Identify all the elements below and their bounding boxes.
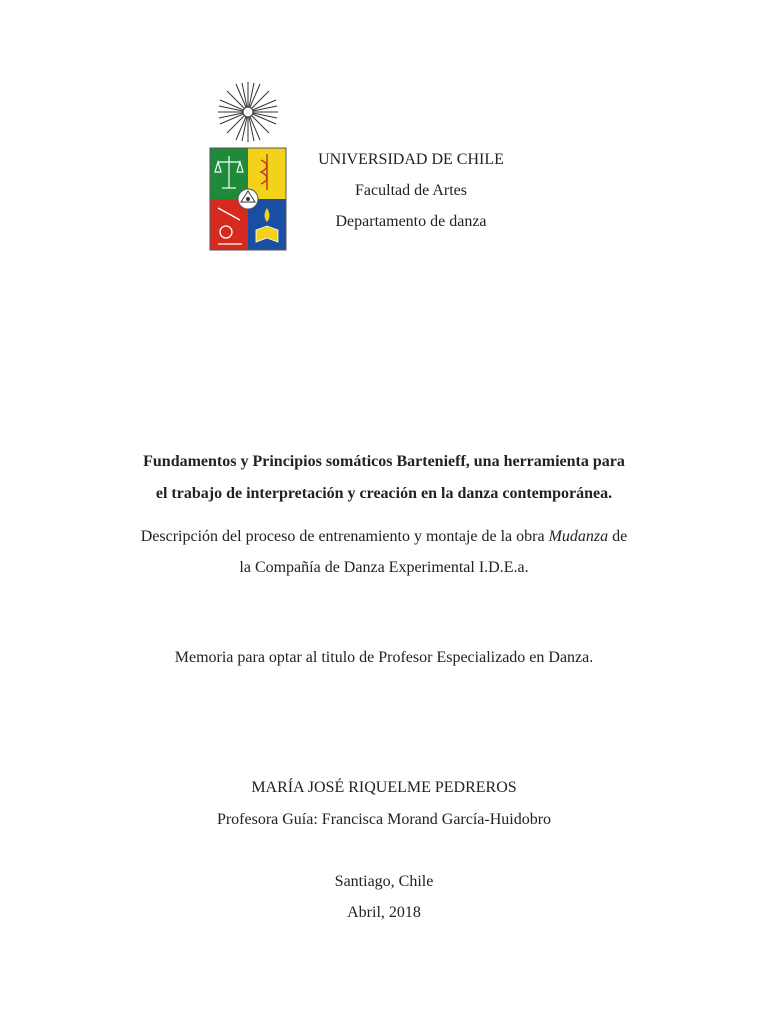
date: Abril, 2018 (347, 904, 421, 921)
degree-purpose: Memoria para optar al titulo de Profesor Especializado en Danza. (174, 649, 594, 666)
description-text-before: Descripción del proceso de entrenamiento y montaje de la obra (140, 528, 549, 545)
place: Santiago, Chile (334, 873, 434, 890)
university-crest-icon (206, 80, 290, 255)
thesis-title-line-1: Fundamentos y Principios somáticos Bartenieff, una herramienta para (143, 453, 625, 470)
department-name: Departamento de danza (335, 213, 487, 230)
advisor-name: Profesora Guía: Francisca Morand García-Huidobro (216, 811, 552, 828)
university-name: UNIVERSIDAD DE CHILE (318, 151, 504, 168)
thesis-title-line-2: el trabajo de interpretación y creación en la danza contemporánea. (155, 485, 613, 502)
description-text-after: de (608, 528, 628, 545)
description-line-2: la Compañía de Danza Experimental I.D.E.a. (239, 559, 529, 576)
author-name: MARÍA JOSÉ RIQUELME PEDREROS (251, 779, 517, 796)
faculty-name: Facultad de Artes (355, 182, 467, 199)
institution-block (300, 148, 522, 241)
description-line-1 (0, 525, 768, 549)
work-title: Mudanza (548, 528, 609, 545)
